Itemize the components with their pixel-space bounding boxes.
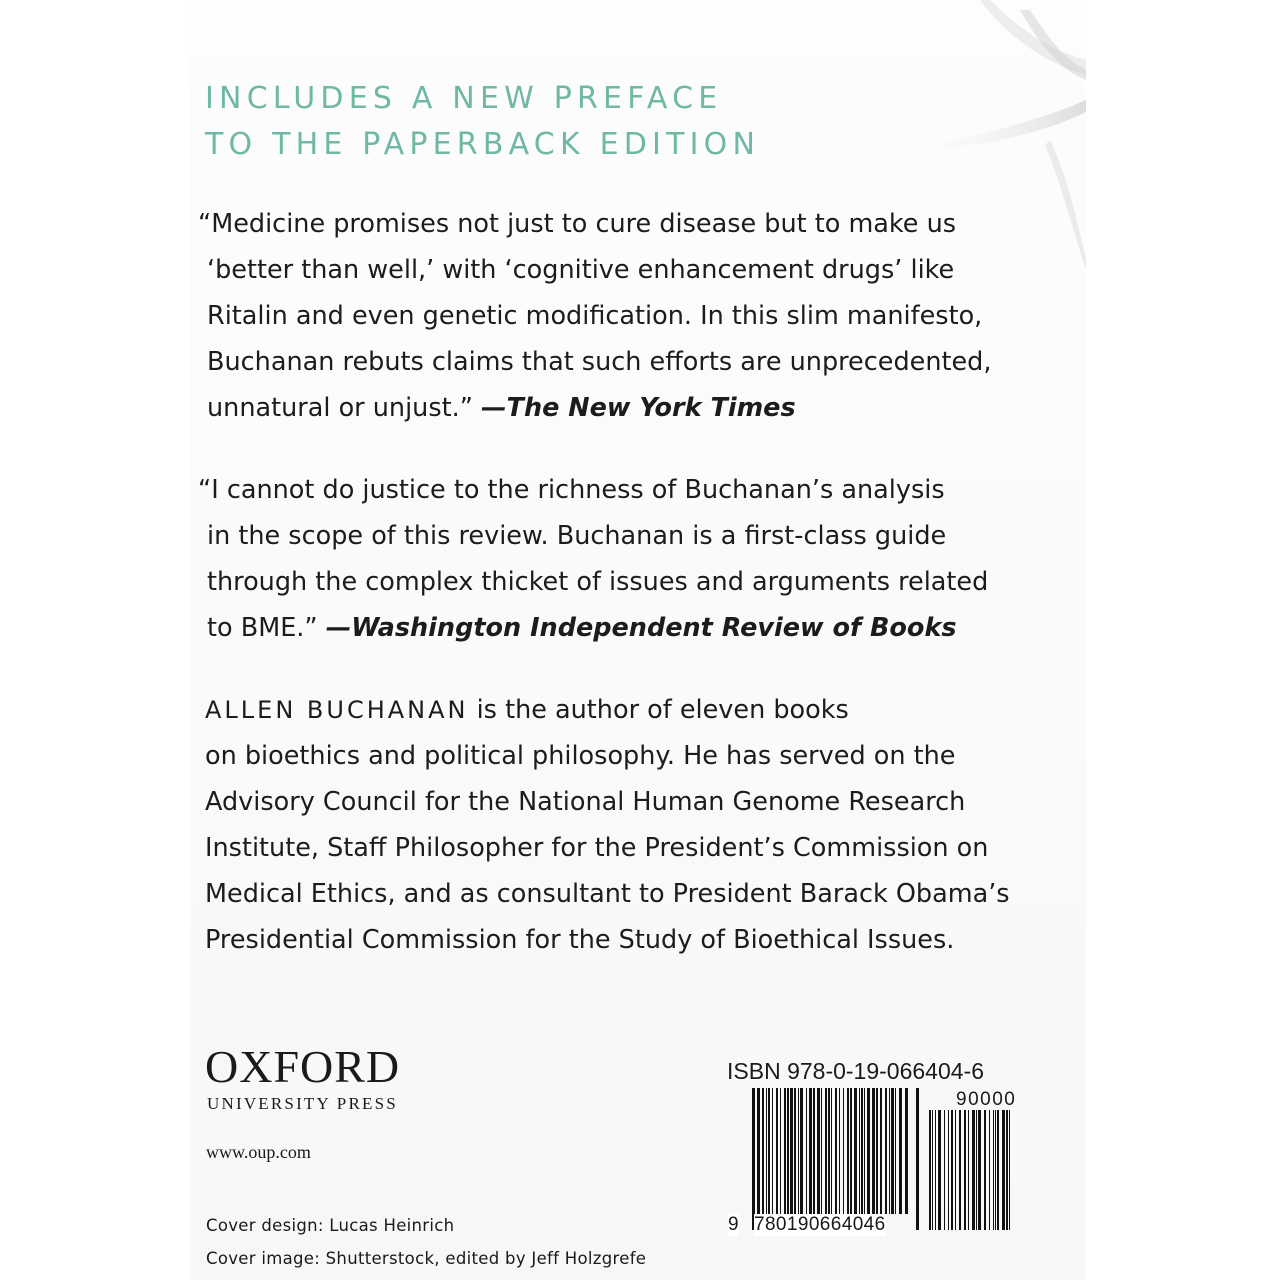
- barcode-bar: [790, 1088, 793, 1214]
- barcode-bar: [762, 1088, 764, 1214]
- bio-line: Advisory Council for the National Human Genome Research: [205, 787, 966, 817]
- quote-text: to BME.”: [207, 613, 318, 643]
- barcode-bar: [872, 1088, 875, 1214]
- barcode-bar: [828, 1088, 830, 1214]
- author-name: ALLEN BUCHANAN: [205, 696, 469, 724]
- publisher-url[interactable]: www.oup.com: [206, 1142, 311, 1162]
- quote-text: unnatural or unjust.”: [207, 393, 473, 423]
- barcode-bar: [938, 1110, 941, 1230]
- barcode-bar: [766, 1088, 767, 1214]
- barcode-bar: [798, 1088, 799, 1214]
- barcode-bar: [864, 1088, 865, 1214]
- barcode-bar: [809, 1088, 812, 1214]
- barcode-bar: [905, 1088, 908, 1214]
- bio-line: on bioethics and political philosophy. He has served on the: [205, 741, 956, 771]
- barcode-bar: [948, 1110, 949, 1230]
- barcode-bar: [891, 1088, 894, 1214]
- barcode-bar: [768, 1088, 770, 1214]
- barcode-bar: [867, 1088, 870, 1214]
- barcode-bar: [932, 1110, 933, 1230]
- author-bio: [205, 687, 1045, 963]
- barcode-prefix-digit: 9: [728, 1214, 739, 1235]
- barcode-bar: [1009, 1110, 1010, 1230]
- barcode-bar: [968, 1110, 969, 1230]
- tagline: [205, 76, 760, 168]
- bio-line-first: [205, 687, 1045, 733]
- quote-line: Buchanan rebuts claims that such efforts are unprecedented,: [207, 347, 992, 377]
- barcode-bar: [955, 1110, 956, 1230]
- barcode-addon-digits: 90000: [956, 1089, 1017, 1110]
- barcode-bar: [813, 1088, 815, 1214]
- bio-line: Medical Ethics, and as consultant to President Barack Obama’s: [205, 879, 1010, 909]
- bio-line: Institute, Staff Philosopher for the President’s Commission on: [205, 833, 989, 863]
- barcode-bar: [776, 1088, 778, 1214]
- barcode-bar: [997, 1110, 999, 1230]
- publisher-subtitle: UNIVERSITY PRESS: [207, 1094, 398, 1113]
- barcode-bar: [825, 1088, 827, 1214]
- barcode-bar: [780, 1088, 781, 1214]
- barcode-guard-bar: [752, 1088, 755, 1230]
- barcode-bar: [899, 1088, 902, 1214]
- barcode-bar: [821, 1088, 822, 1214]
- barcode-bar: [835, 1088, 837, 1214]
- barcode-bar: [772, 1088, 773, 1214]
- bio-text: is the author of eleven books: [468, 695, 849, 725]
- quote-source: —Washington Independent Review of Books: [325, 613, 957, 643]
- barcode-bar: [978, 1110, 981, 1230]
- barcode-bar: [784, 1088, 786, 1214]
- barcode-bar: [916, 1088, 919, 1230]
- barcode-bar: [964, 1110, 966, 1230]
- barcode-bar: [885, 1088, 887, 1214]
- barcode-bar: [843, 1088, 844, 1214]
- tagline-line-1: INCLUDES A NEW PREFACE: [205, 81, 723, 116]
- barcode-bar: [794, 1088, 796, 1214]
- bio-line: Presidential Commission for the Study of Bioethical Issues.: [205, 925, 955, 955]
- barcode-bar: [972, 1110, 975, 1230]
- barcode-bar: [959, 1110, 961, 1230]
- cover-design-credit: Cover design: Lucas Heinrich: [206, 1216, 455, 1235]
- barcode-digits: 780190664046: [754, 1214, 886, 1235]
- barcode-bar: [876, 1088, 878, 1214]
- barcode-bar: [944, 1110, 945, 1230]
- barcode-bar: [935, 1110, 936, 1230]
- quote-line: in the scope of this review. Buchanan is a first-class guide: [207, 521, 947, 551]
- barcode-bar: [1006, 1110, 1008, 1230]
- barcode-bar: [880, 1088, 882, 1214]
- quote-source: —The New York Times: [481, 393, 796, 423]
- barcode-bar: [839, 1088, 840, 1214]
- barcode-bar: [787, 1088, 789, 1214]
- barcode-bar: [889, 1088, 890, 1214]
- barcode-bar: [854, 1088, 857, 1214]
- publisher-logo: OXFORD: [205, 1041, 401, 1092]
- barcode: [722, 1088, 1012, 1238]
- barcode-bar: [850, 1088, 852, 1214]
- barcode-bar: [800, 1088, 803, 1214]
- quote-line: Ritalin and even genetic modification. In this slim manifesto,: [207, 301, 983, 331]
- quote-line: through the complex thicket of issues and arguments related: [207, 567, 989, 597]
- quote-line-last: [198, 605, 1038, 651]
- quote-nyt: [198, 201, 1038, 431]
- isbn-label: ISBN 978-0-19-066404-6: [727, 1058, 984, 1084]
- barcode-bar: [806, 1088, 807, 1214]
- barcode-bar: [831, 1088, 832, 1214]
- quote-line: “I cannot do justice to the richness of Buchanan’s analysis: [198, 475, 945, 505]
- barcode-bar: [861, 1088, 863, 1214]
- barcode-guard-bar: [757, 1088, 760, 1230]
- barcode-bar: [995, 1110, 996, 1230]
- quote-line: ‘better than well,’ with ‘cognitive enhancement drugs’ like: [207, 255, 955, 285]
- quote-line: “Medicine promises not just to cure disease but to make us: [198, 209, 957, 239]
- barcode-bar: [951, 1110, 953, 1230]
- barcode-bar: [976, 1110, 977, 1230]
- tagline-line-2: TO THE PAPERBACK EDITION: [205, 127, 761, 162]
- barcode-bar: [817, 1088, 820, 1214]
- barcode-bar: [989, 1110, 990, 1230]
- barcode-bar: [929, 1110, 931, 1230]
- barcode-bar: [1002, 1110, 1005, 1230]
- cover-image-credit: Cover image: Shutterstock, edited by Jeff Holzgrefe: [206, 1249, 647, 1268]
- barcode-bar: [847, 1088, 849, 1214]
- quote-line-last: [198, 385, 1038, 431]
- barcode-bar: [993, 1110, 994, 1230]
- barcode-bar: [859, 1088, 860, 1214]
- barcode-bar: [984, 1110, 986, 1230]
- quote-washington: [198, 467, 1038, 651]
- barcode-bar: [895, 1088, 896, 1214]
